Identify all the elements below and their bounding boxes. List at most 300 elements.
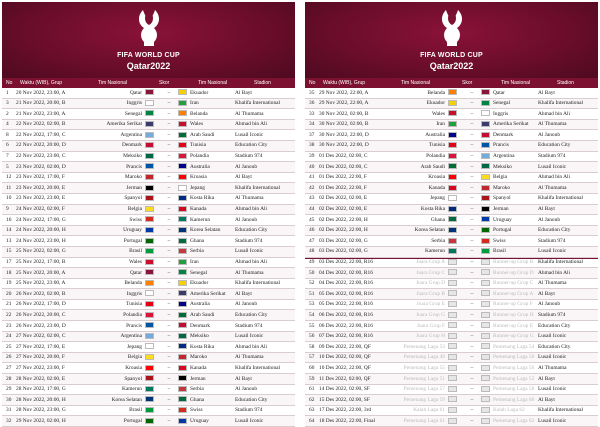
stadium-name: Stadium 974	[235, 407, 263, 414]
home-flag-icon	[145, 407, 154, 413]
match-number: 49	[309, 259, 315, 265]
away-team: Iran	[190, 100, 199, 107]
header-date: Waktu (WIB), Grup	[20, 80, 63, 86]
away-team: Ghana	[190, 237, 205, 244]
home-flag-icon	[448, 206, 457, 212]
away-flag-icon	[481, 216, 490, 222]
match-score: –	[470, 311, 474, 318]
home-team: Argentina	[120, 333, 142, 340]
match-number: 17	[6, 259, 12, 265]
match-row	[305, 88, 598, 99]
home-team: Prancis	[126, 322, 142, 329]
away-flag-icon	[481, 343, 490, 349]
home-flag-icon	[145, 259, 154, 265]
home-team: Kosta Rika	[420, 206, 445, 213]
match-datetime: 03 Des 2022, 22:00, R16	[319, 259, 373, 265]
match-number: 27	[6, 364, 12, 371]
home-flag-icon	[145, 322, 154, 328]
stadium-name: Al Bayt	[538, 206, 555, 213]
home-flag-icon	[448, 418, 457, 424]
away-flag-icon	[178, 375, 187, 381]
match-datetime: 10 Des 2022, 22:00, QF	[319, 364, 371, 371]
home-team: Juara Grup E	[416, 301, 445, 308]
away-flag-icon	[481, 132, 490, 138]
home-team: Pemenang Laga 57	[403, 386, 445, 393]
away-flag-icon	[178, 312, 187, 318]
home-flag-icon	[448, 259, 457, 265]
home-team: Brasil	[129, 407, 142, 414]
stadium-name: Lusail Iconic	[538, 333, 567, 340]
match-number: 54	[309, 311, 315, 318]
match-score: –	[470, 227, 474, 234]
match-datetime: 02 Des 2022, 02:00, E	[319, 195, 368, 202]
match-row	[2, 353, 295, 364]
match-row	[2, 363, 295, 374]
stadium-name: Al Janoub	[538, 131, 561, 138]
home-team: Kroasia	[428, 174, 445, 181]
match-datetime: 02 Des 2022, 22:00, H	[319, 216, 368, 223]
away-flag-icon	[481, 174, 490, 180]
home-team: Juara Grup G	[415, 311, 445, 318]
home-flag-icon	[145, 365, 154, 371]
away-flag-icon	[481, 121, 490, 127]
stadium-name: Khalifa International	[235, 100, 281, 107]
match-score: –	[470, 407, 474, 414]
away-flag-icon	[178, 354, 187, 360]
match-row	[305, 300, 598, 311]
away-team: Runner-up Grup F	[493, 301, 533, 308]
match-datetime: 28 Nov 2022, 23:00, G	[16, 407, 66, 414]
table-header	[2, 78, 295, 88]
home-flag-icon	[448, 89, 457, 95]
home-flag-icon	[448, 227, 457, 233]
away-team: Pemenang Laga 52	[493, 375, 535, 382]
stadium-name: Al Bayt	[235, 375, 252, 382]
away-team: Australia	[190, 163, 210, 170]
away-flag-icon	[178, 365, 187, 371]
home-team: Korea Selatan	[111, 396, 142, 403]
match-score: –	[167, 311, 171, 318]
match-row	[305, 173, 598, 184]
home-team: Pemenang Laga 51	[403, 375, 445, 382]
home-flag-icon	[145, 132, 154, 138]
home-team: Wales	[431, 110, 445, 117]
match-row	[2, 395, 295, 406]
away-flag-icon	[178, 333, 187, 339]
match-number: 56	[309, 333, 315, 340]
away-flag-icon	[481, 110, 490, 116]
home-team: Kalah Laga 61	[413, 407, 445, 414]
match-number: 62	[309, 396, 315, 403]
match-number: 46	[309, 227, 315, 234]
match-score: –	[167, 301, 171, 308]
away-team: Senegal	[493, 100, 511, 107]
match-number: 1	[6, 89, 9, 96]
header-team2: Tim Nasional	[198, 80, 227, 86]
brand-title: FIFA WORLD CUP	[117, 52, 180, 59]
match-number: 47	[309, 237, 315, 244]
away-team: Meksiko	[493, 163, 512, 170]
match-score: –	[470, 89, 474, 96]
match-table-left	[2, 88, 295, 427]
away-team: Runner-up Grup C	[493, 280, 534, 287]
match-datetime: 26 Nov 2022, 23:00, D	[16, 322, 66, 329]
away-team: Iran	[190, 259, 199, 265]
away-flag-icon	[178, 396, 187, 402]
stadium-name: Ahmad bin Ali	[538, 174, 571, 181]
away-flag-icon	[178, 386, 187, 392]
away-team: Ekuador	[190, 89, 209, 96]
brand-title: FIFA WORLD CUP	[420, 52, 483, 59]
match-row	[305, 120, 598, 131]
match-number: 18	[6, 269, 12, 276]
match-row	[305, 321, 598, 332]
match-datetime: 23 Nov 2022, 17:00, F	[16, 174, 65, 181]
home-team: Kanada	[428, 184, 445, 191]
home-team: Brasil	[129, 248, 142, 255]
match-score: –	[167, 354, 171, 361]
away-flag-icon	[178, 238, 187, 244]
match-number: 53	[309, 301, 315, 308]
away-team: Jepang	[190, 184, 205, 191]
stadium-name: Khalifa International	[235, 364, 281, 371]
away-team: Jerman	[190, 375, 206, 382]
match-score: –	[167, 386, 171, 393]
match-row	[305, 194, 598, 205]
match-score: –	[470, 259, 474, 265]
header-score: Skor	[159, 80, 170, 86]
away-team: Ghana	[190, 396, 205, 403]
match-number: 3	[6, 100, 9, 107]
home-team: Swiss	[129, 216, 142, 223]
home-flag-icon	[448, 333, 457, 339]
match-score: –	[167, 333, 171, 340]
stadium-name: Education City	[538, 322, 571, 329]
away-flag-icon	[178, 89, 187, 95]
match-datetime: 27 Nov 2022, 20:00, F	[16, 354, 65, 361]
away-team: Korea Selatan	[190, 227, 221, 234]
away-flag-icon	[481, 259, 490, 265]
home-team: Spanyol	[124, 375, 142, 382]
match-datetime: 22 Nov 2022, 02:00, B	[16, 121, 66, 128]
match-row	[2, 109, 295, 120]
match-row	[2, 88, 295, 99]
stadium-name: Khalifa International	[538, 100, 584, 107]
match-row	[305, 279, 598, 290]
match-number: 60	[309, 364, 315, 371]
away-team: Swiss	[190, 407, 203, 414]
match-datetime: 25 Nov 2022, 17:00, B	[16, 259, 66, 265]
away-team: Amerika Serikat	[493, 121, 529, 128]
stadium-name: Stadium 974	[235, 237, 263, 244]
away-flag-icon	[178, 100, 187, 106]
match-number: 10	[6, 195, 12, 202]
match-score: –	[167, 280, 171, 287]
away-flag-icon	[481, 333, 490, 339]
away-team: Uruguay	[493, 216, 512, 223]
match-row	[305, 152, 598, 163]
match-row	[2, 130, 295, 141]
home-flag-icon	[145, 216, 154, 222]
match-row	[2, 342, 295, 353]
home-team: Portugal	[123, 237, 142, 244]
match-datetime: 02 Des 2022, 22:00, H	[319, 227, 368, 234]
home-flag-icon	[448, 322, 457, 328]
match-row	[2, 321, 295, 332]
match-row	[2, 416, 295, 427]
away-flag-icon	[481, 386, 490, 392]
home-team: Belanda	[124, 280, 142, 287]
home-flag-icon	[145, 343, 154, 349]
match-score: –	[470, 301, 474, 308]
match-score: –	[470, 237, 474, 244]
away-flag-icon	[481, 153, 490, 159]
away-flag-icon	[178, 195, 187, 201]
match-score: –	[167, 290, 171, 297]
away-team: Spanyol	[493, 195, 511, 202]
home-flag-icon	[448, 386, 457, 392]
stadium-name: Al Bayt	[538, 89, 555, 96]
away-flag-icon	[481, 142, 490, 148]
away-flag-icon	[178, 174, 187, 180]
home-team: Meksiko	[123, 153, 142, 160]
stadium-name: Stadium 974	[235, 322, 263, 329]
match-datetime: 18 Des 2022, 22:00, Final	[319, 417, 376, 424]
home-flag-icon	[448, 195, 457, 201]
match-number: 14	[6, 227, 12, 234]
home-team: Maroko	[124, 174, 142, 181]
match-score: –	[167, 89, 171, 96]
match-row	[305, 215, 598, 226]
stadium-name: Khalifa International	[538, 195, 584, 202]
home-flag-icon	[448, 174, 457, 180]
match-score: –	[470, 100, 474, 107]
away-team: Runner-up Grup B	[493, 259, 534, 265]
stadium-name: Al Janoub	[235, 301, 258, 308]
match-number: 48	[309, 248, 315, 255]
match-score: –	[167, 248, 171, 255]
match-row	[305, 258, 598, 269]
home-team: Juara Grup B	[416, 290, 445, 297]
match-score: –	[470, 364, 474, 371]
match-number: 41	[309, 174, 315, 181]
away-flag-icon	[481, 89, 490, 95]
home-flag-icon	[448, 365, 457, 371]
stadium-name: Al Janoub	[538, 301, 561, 308]
stadium-name: Al Janoub	[235, 216, 258, 223]
home-flag-icon	[145, 354, 154, 360]
match-datetime: 29 Nov 2022, 22:00, A	[319, 100, 369, 107]
match-datetime: 24 Nov 2022, 02:00, F	[16, 206, 65, 213]
match-number: 32	[6, 417, 12, 424]
match-datetime: 23 Nov 2022, 02:00, D	[16, 163, 66, 170]
match-datetime: 21 Nov 2022, 20:00, B	[16, 100, 66, 107]
home-team: Jepang	[430, 195, 445, 202]
match-row	[305, 236, 598, 247]
home-team: Ghana	[430, 216, 445, 223]
away-team: Serbia	[190, 248, 204, 255]
stadium-name: Khalifa International	[538, 259, 584, 265]
match-score: –	[470, 174, 474, 181]
away-team: Maroko	[190, 354, 208, 361]
match-row	[2, 247, 295, 258]
home-team: Kroasia	[125, 364, 142, 371]
header-no: No	[6, 80, 13, 86]
match-row	[2, 385, 295, 396]
away-flag-icon	[481, 322, 490, 328]
match-row	[2, 258, 295, 269]
match-datetime: 23 Nov 2022, 23:00, E	[16, 195, 66, 202]
away-team: Runner-up Grup H	[493, 311, 534, 318]
match-number: 8	[6, 131, 9, 138]
home-team: Argentina	[120, 131, 142, 138]
match-score: –	[167, 100, 171, 107]
match-number: 28	[6, 375, 12, 382]
match-score: –	[470, 375, 474, 382]
world-cup-trophy-icon	[134, 8, 164, 48]
match-number: 5	[6, 163, 9, 170]
match-row	[2, 183, 295, 194]
home-team: Kamerun	[424, 248, 445, 255]
home-flag-icon	[145, 301, 154, 307]
match-number: 38	[309, 142, 315, 149]
home-flag-icon	[448, 216, 457, 222]
stadium-name: Education City	[235, 142, 268, 149]
away-team: Qatar	[493, 89, 505, 96]
match-number: 55	[309, 322, 315, 329]
match-score: –	[167, 206, 171, 213]
schedule-page-left	[2, 0, 295, 424]
home-team: Inggris	[126, 290, 142, 297]
match-number: 4	[6, 121, 9, 128]
stadium-name: Lusail Iconic	[235, 131, 264, 138]
away-team: Denmark	[190, 322, 211, 329]
stadium-name: Education City	[538, 142, 571, 149]
match-score: –	[470, 216, 474, 223]
match-datetime: 05 Des 2022, 22:00, R16	[319, 301, 373, 308]
home-team: Pemenang Laga 59	[403, 396, 445, 403]
home-team: Pemenang Laga 61	[403, 417, 445, 424]
stadium-name: Al Thumama	[538, 121, 567, 128]
stadium-name: Al Bayt	[235, 174, 252, 181]
home-team: Polandia	[123, 311, 142, 318]
match-datetime: 24 Nov 2022, 23:00, H	[16, 237, 66, 244]
match-datetime: 26 Nov 2022, 02:00, B	[16, 290, 66, 297]
match-datetime: 05 Des 2022, 02:00, R16	[319, 290, 373, 297]
away-flag-icon	[178, 163, 187, 169]
away-flag-icon	[178, 248, 187, 254]
away-team: Argentina	[493, 153, 515, 160]
stadium-name: Ahmad bin Ali	[538, 269, 571, 276]
home-team: Belgia	[127, 206, 142, 213]
match-number: 35	[309, 89, 315, 96]
stadium-name: Al Bayt	[235, 290, 252, 297]
match-score: –	[470, 343, 474, 350]
match-datetime: 22 Nov 2022, 17:00, C	[16, 131, 66, 138]
home-flag-icon	[145, 238, 154, 244]
match-row	[2, 152, 295, 163]
match-row	[305, 109, 598, 120]
match-row	[2, 120, 295, 131]
home-team: Inggris	[126, 100, 142, 107]
match-score: –	[167, 417, 171, 424]
match-number: 51	[309, 290, 315, 297]
away-team: Senegal	[190, 269, 208, 276]
away-team: Portugal	[493, 227, 512, 234]
home-flag-icon	[448, 153, 457, 159]
away-flag-icon	[178, 227, 187, 233]
away-flag-icon	[481, 195, 490, 201]
away-flag-icon	[481, 375, 490, 381]
match-score: –	[167, 110, 171, 117]
match-datetime: 25 Nov 2022, 20:00, A	[16, 269, 66, 276]
away-team: Kosta Rika	[190, 343, 215, 350]
match-datetime: 04 Des 2022, 22:00, R16	[319, 280, 373, 287]
away-team: Belgia	[493, 174, 508, 181]
away-team: Kosta Rika	[190, 195, 215, 202]
match-row	[305, 289, 598, 300]
away-team: Kamerun	[190, 216, 211, 223]
match-score: –	[470, 110, 474, 117]
match-row	[2, 226, 295, 237]
match-score: –	[470, 206, 474, 213]
away-flag-icon	[178, 269, 187, 275]
stadium-name: Al Thumama	[538, 184, 567, 191]
match-score: –	[470, 195, 474, 202]
match-row	[2, 279, 295, 290]
stadium-name: Khalifa International	[235, 184, 281, 191]
match-score: –	[167, 195, 171, 202]
match-datetime: 30 Nov 2022, 02:00, B	[319, 121, 369, 128]
match-number: 9	[6, 206, 9, 213]
match-datetime: 10 Des 2022, 02:00, QF	[319, 354, 371, 361]
match-number: 21	[6, 301, 12, 308]
match-score: –	[470, 131, 474, 138]
away-team: Brasil	[493, 248, 506, 255]
stadium-name: Education City	[235, 311, 268, 318]
home-flag-icon	[145, 206, 154, 212]
match-score: –	[470, 163, 474, 170]
home-flag-icon	[448, 142, 457, 148]
away-flag-icon	[481, 248, 490, 254]
match-score: –	[167, 322, 171, 329]
away-flag-icon	[178, 185, 187, 191]
stadium-name: Al Janoub	[235, 163, 258, 170]
home-flag-icon	[448, 301, 457, 307]
match-datetime: 22 Nov 2022, 20:00, D	[16, 142, 66, 149]
match-number: 22	[6, 311, 12, 318]
match-score: –	[167, 216, 171, 223]
match-score: –	[470, 322, 474, 329]
match-number: 50	[309, 269, 315, 276]
home-team: Tunisia	[126, 301, 142, 308]
match-datetime: 29 Nov 2022, 22:00, A	[319, 89, 369, 96]
home-team: Juara Grup A	[416, 259, 445, 265]
home-flag-icon	[448, 312, 457, 318]
away-team: Amerika Serikat	[190, 290, 226, 297]
stadium-name: Al Bayt	[235, 89, 252, 96]
header-team2: Tim Nasional	[501, 80, 530, 86]
home-flag-icon	[448, 100, 457, 106]
match-datetime: 28 Nov 2022, 20:00, H	[16, 396, 66, 403]
match-score: –	[470, 354, 474, 361]
home-flag-icon	[448, 290, 457, 296]
match-row	[305, 183, 598, 194]
home-team: Qatar	[130, 269, 142, 276]
header-banner	[2, 2, 295, 78]
match-score: –	[470, 269, 474, 276]
match-score: –	[470, 142, 474, 149]
